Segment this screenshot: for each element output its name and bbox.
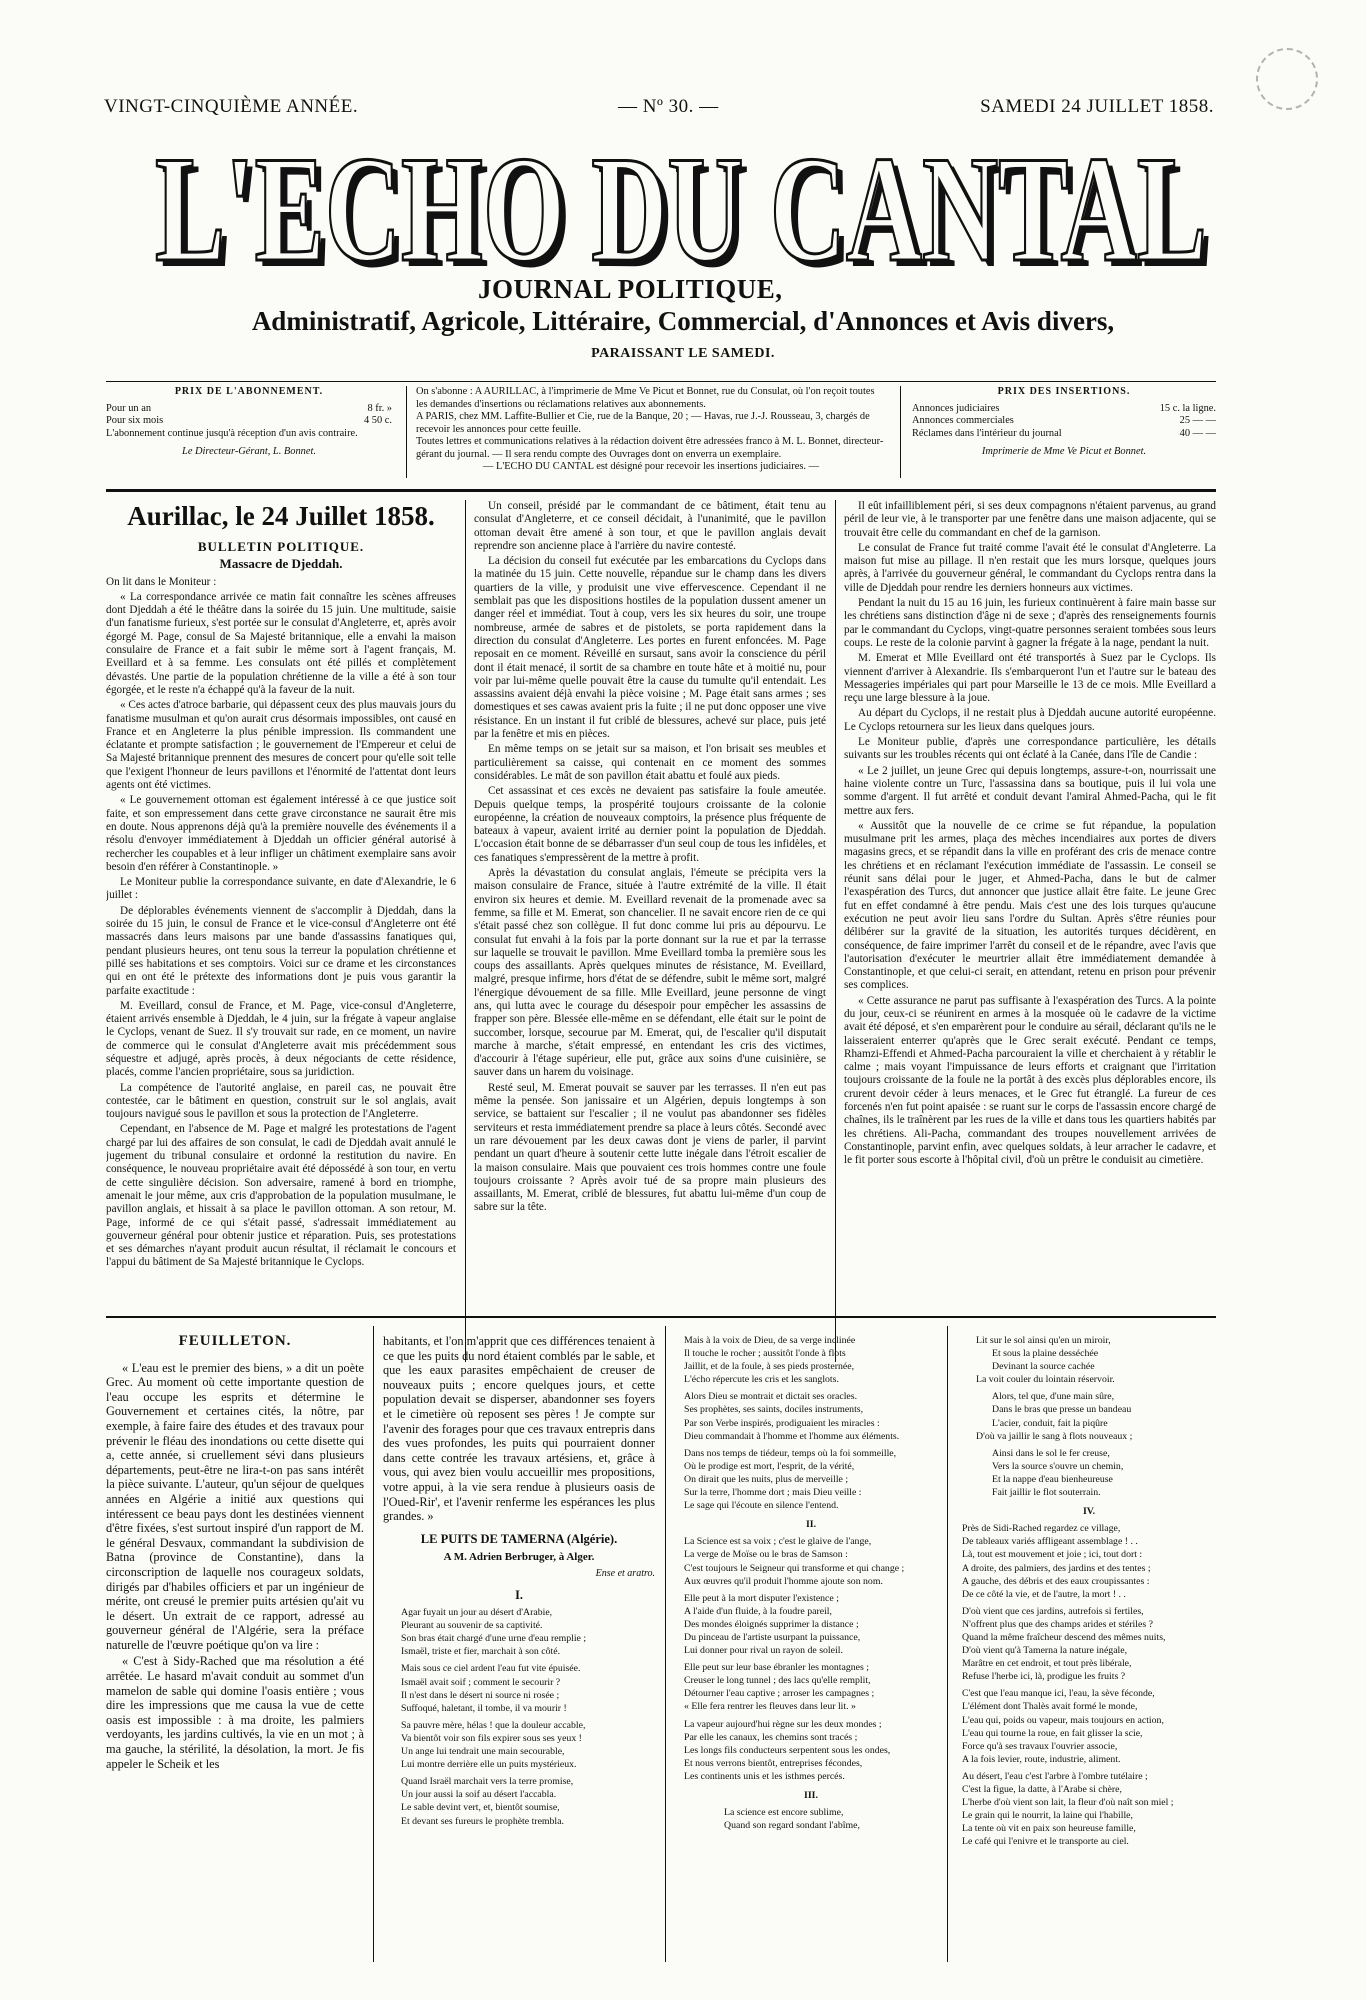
article-column-2: Un conseil, présidé par le commandant de ce bâtiment, était tenu au consulat d'Angleterre, et ce conseil décidait, à l'unanimité, que le pavillon ottoman devait être amené à son tour, et que le pavillon anglais devait reprendre son ancienne place à l'arrière du navire contesté. La décision du conseil fut exécutée par les embarcations du Cyclops dans la matinée du 15 juin. Cette nouvelle, répandue sur le champ dans les divers quartiers de la ville, y produisit une vive effervescence. Cependant il ne semblait pas que les dispositions hostiles de la population dussent amener un danger réel et immédiat. Tout à coup, vers les six heures du soir, une troupe nombreuse, armée de sabres et de pistolets, se porta rapidement dans la direction du consulat d'Angleterre. Les portes en furent enfoncées. M. Page reposait en ce moment. Réveillé en sursaut, sans avoir la conscience du péril dont il était menacé, il sortit de sa chambre en toute hâte et à moitié nu, pour voir par lui-même quelle pouvait être la cause du tumulte qu'il entendait. Les assassins avaient déjà envahi la pièce voisine ; M. Page était sans armes ; ses domestiques et ses cawas avaient pris la fuite ; il ne put donc opposer une vive résistance. En un instant il fut criblé de blessures, achevé sur place, puis jeté par la fenêtre et mis en pièces. En même temps on se jetait sur sa maison, et l'on brisait ses meubles et particulièrement sa caisse, qui contenait en ce moment des sommes considérables. Le mât de son pavillon était abattu et foulé aux pieds. Cet assassinat et ces excès ne devaient pas satisfaire la foule ameutée. Depuis quelque temps, la prospérité toujours croissante de la colonie européenne, la création de nouveaux comptoirs, la présence plus fréquente de bateaux à vapeur, avaient irrité au dernier point la population de Djeddah. L'occasion était bonne de se débarrasser d'un seul coup de tous les infidèles, et ces fanatiques s'empressèrent de la mettre à profit. Après la dévastation du consulat anglais, l'émeute se précipita vers la maison consulaire de France, située à l'autre extrémité de la ville. Il était environ six heures et demie. M. Eveillard revenait de la promenade avec sa femme, sa fille et M. Emerat, son chancelier. Il ne savait encore rien de ce qui s'était passé chez son collègue. Il fut donc comme lui pris au dépourvu. Le consulat fut envahi à la fois par la porte donnant sur la rue et par la terrasse sur laquelle se trouvait le pavillon. Mme Eveillard tomba la première sous les coups des assaillants. Après quelques minutes de résistance, M. Eveillard, malgré, presque infirme, hors d'état de se défendre, subit le même sort, malgré l'énergique dévouement de sa fille. Mlle Eveillard, jeune personne de vingt ans, qui lutta avec le courage du désespoir pour empêcher les assassins de frapper son père. Blessée elle-même en se défendant, elle était sur le point de succomber, lorsque, secourue par M. Emerat, qui, de l'escalier qu'il disputait marche à marche, s'était empressé, en entendant les cris des victimes, d'accourir à l'étage supérieur, elle put, grâce aux soins d'une cuisinière, se sauver dans un harem du voisinage. Resté seul, M. Emerat pouvait se sauver par les terrasses. Il n'en eut pas même la pensée. Son janissaire et un Algérien, depuis longtemps à son service, se battaient sur l'escalier ; il ne voulut pas abandonner ses fidèles serviteurs et resta immédiatement prendre sa place à leurs côtés. Secondé avec un rare dévouement par les deux cawas dont je viens de parler, il parvint pendant un quart d'heure à soutenir cette lutte inégale dans l'étroit escalier de la maison consulaire. Mais que pouvaient ces trois hommes contre une foule toujours croissante ? Après avoir tué de sa propre main plusieurs des assaillants, M. Emerat, criblé de blessures, fut abattu lui-même d'un coup de sabre sur la tête. (474, 500, 826, 1214)
printer-credit: Imprimerie de Mme Ve Picut et Bonnet. (981, 446, 1147, 457)
issue-number: — Nº 30. — (618, 96, 719, 117)
column-divider-1 (465, 500, 466, 1362)
price-row-half-year: Pour six mois 4 50 c. (106, 415, 392, 426)
journal-description: Administratif, Agricole, Littéraire, Commercial, d'Annonces et Avis divers, (251, 306, 1115, 336)
feuilleton-column-1: FEUILLETON. « L'eau est le premier des biens, » a dit un poète Grec. Au moment où cette importante question de l'eau occupe les esprits et détermine le Gouvernement et certaines cités, la nôtre, par exemple, à faire faire des études et des travaux pour prévenir le fléau des inondations ou cette disette qui a, cette année, si cruellement sévi dans plusieurs départements, peut-être ne lira-t-on pas sans intérêt la pièce suivante. L'auteur, qu'un séjour de quelques années en Algérie a initié aux questions qui intéressent ce beau pays dont les destinées viennent d'être fixées, s'est surtout inspiré d'un rapport de M. le général Desvaux, commandant la subdivision de Batna (province de Constantine), dans la circonscription de laquelle nos courageux soldats, dirigés par d'habiles officiers et par un ingénieur de mérite, ont creusé le premier puits artésien qu'ait vu le désert. Un extrait de ce rapport, adressé au gouverneur général de l'Algérie, sera la préface naturelle de l'œuvre poétique qu'on va lire : « C'est à Sidy-Rached que ma résolution a été arrêtée. Le hasard m'avait conduit au sommet d'un mamelon de sable qui domine l'oasis entière ; vous dire les impressions que me causa la vue de cette oasis est impossible : à ma droite, les palmiers verdoyants, les jardins cultivés, la vie en un mot ; à ma gauche, la stérilité, la désolation, la mort. Je fis appeler le Scheik et les (106, 1334, 364, 1771)
feuilleton-divider-3 (947, 1326, 948, 1962)
header-topline (104, 96, 1214, 118)
subscription-note: L'abonnement continue jusqu'à réception d'un avis contraire. (106, 427, 358, 439)
article-column-3: Il eût infailliblement péri, si ses deux compagnons n'étaient parvenus, au grand péril de leur vie, à le transporter par une fenêtre dans une maison adjacente, qui se trouvait être celle du commandant en chef de la garnison. Le consulat de France fut traité comme l'avait été le consulat d'Angleterre. La maison fut mise au pillage. Il n'en restait que les murs lorsque, quelques jours après, à l'arrivée du gouverneur général, le commandant du Cyclops rentra dans la ville de Djeddah pour rendre les derniers honneurs aux victimes. Pendant la nuit du 15 au 16 juin, les furieux continuèrent à faire main basse sur les chrétiens sans distinction d'âge ni de sexe ; d'après des renseignements fournis par le commandant du Cyclops, vingt-quatre personnes seraient tombées sous leurs coups. Le reste de la colonie parvint à gagner la frégate à la nage, pendant la nuit. M. Emerat et Mlle Eveillard ont été transportés à Suez par le Cyclops. Ils viennent d'arriver à Alexandrie. Ils s'embarqueront l'un et l'autre sur le bateau des Messageries impériales qui part pour Marseille le 13 de ce mois. Mlle Eveillard a reçu une large blessure à la joue. Au départ du Cyclops, il ne restait plus à Djeddah aucune autorité européenne. Le Cyclops retournera sur les lieux dans quelques jours. Le Moniteur publie, d'après une correspondance particulière, les détails suivants sur les troubles récents qui ont éclaté à la Canée, dans l'île de Candie : « Le 2 juillet, un jeune Grec qui depuis longtemps, assure-t-on, nourrissait une haine violente contre un Turc, l'assassina dans sa boutique, puis il lui vola une somme d'argent. Il fut arrêté et conduit devant l'amiral Ahmed-Pacha, qui le fit mettre aux fers. « Aussitôt que la nouvelle de ce crime se fut répandue, la population musulmane prit les armes, plaça des mèches incendiaires aux portes de divers magasins grecs, et se répandit dans la ville en proférant des cris de menace contre les chrétiens et en réclamant l'exécution immédiate de l'assassin. Le conseil se réunit sans délai pour le juger, et Ahmed-Pacha, dans le but de calmer l'exaspération des Turcs, dut annoncer que justice allait être faite. Le jeune Grec fut en effet condamné à être pendu. Mais c'est une des lois turques qu'aucune exécution ne peut avoir lieu sans l'ordre du Sultan. Après s'être réunies pour délibérer sur la gravité de la situation, les autorités turques décidèrent, en conséquence, de faire imprimer l'arrêt du conseil et de le répandre, avec l'avis que l'autorisation d'exécuter le meurtrier allait être immédiatement demandée à Constantinople, et que celui-ci serait, en attendant, retenu en prison pour prévenir ses complices. « Cette assurance ne parut pas suffisante à l'exaspération des Turcs. A la pointe du jour, ceux-ci se réunirent en armes à la mosquée où le cadavre de la victime avait été déposé, et s'en emparèrent pour le conduire au sérail, déclarant qu'ils ne le laisseraient enterrer qu'après que le Grec serait exécuté. Pendant ce temps, Rhamzi-Effendi et Ahmed-Pacha parcouraient la ville et cherchaient à y rétablir le calme ; mais voyant l'impuissance de leurs efforts et craignant que l'irritation toujours croissante de la foule ne la portât à des excès plus déplorables encore, ils crurent devoir céder à leurs menaces, et le Grec fut étranglé. La fureur de ces forcenés n'en fut point apaisée : se ruant sur le corps de l'assassin encore chargé de chaînes, ils le traînèrent par les rues de la ville et dans tous les quartiers habités par les chrétiens. Ali-Pacha, commandant des troupes nouvellement arrivées de Constantinople, parvint enfin, avec quelques soldats, à leur arracher le cadavre, et le fit porter sous escorte à l'hôpital civil, d'où un prêtre le conduisit au cimetière. (844, 500, 1216, 1167)
bulletin-heading: BULLETIN POLITIQUE. (197, 539, 365, 554)
feuilleton-rule (106, 1316, 1216, 1318)
poem-title: LE PUITS DE TAMERNA (Algérie). (420, 1531, 618, 1546)
publisher-info: On s'abonne : A AURILLAC, à l'imprimerie de Mme Ve Picut et Bonnet, rue du Consulat, où l'on reçoit toutes les demandes d'insertions ou réclamations relatives aux abonnements. A PARIS, chez MM. Laffite-Bullier et Cie, rue de la Banque, 20 ; — Havas, rue J.-J. Rousseau, 3, chargés de recevoir les annonces pour cette feuille. Toutes lettres et communications relatives à la rédaction doivent être adressées franco à M. L. Bonnet, directeur-gérant du journal. — Il sera rendu compte des Ouvrages dont on enverra un exemplaire. — L'ECHO DU CANTAL est désigné pour recevoir les insertions judiciaires. — (416, 386, 884, 472)
feuilleton-column-2: habitants, et l'on m'apprit que ces différences tenaient à ce que les puits du nord étaient comblés par le sable, et que les eaux parasites empêchaient de creuser de nouveaux puits ; encore quelques jours, et cette population devait se disperser, abandonner ses foyers et le cimetière où reposent ses pères ! Je compte sur l'avenir des forages pour que ces travaux entrepris dans des vues profondes, les puits qui pourraient donner dans cette contrée les travaux artésiens, et, grâce à vous, qui avez bien voulu accueillir mes propositions, votre appui, à la vie sera rendue à plusieurs oasis de l'Oued-Rir', et l'avenir renferme les espérances les plus grandes. » LE PUITS DE TAMERNA (Algérie). A M. Adrien Berbruger, à Alger. Ense et aratro. I. Agar fuyait un jour au désert d'Arabie, Pleurant au souvenir de sa captivité. Son bras était chargé d'une urne d'eau remplie ; Ismaël, triste et fier, marchait à son côté. Mais sous ce ciel ardent l'eau fut vite épuisée. Ismaël avait soif ; comment le secourir ? Il n'est dans le désert ni source ni rosée ; Suffoqué, haletant, il tombe, il va mourir ! Sa pauvre mère, hélas ! que la douleur accable, Va bientôt voir son fils expirer sous ses yeux ! Un ange lui tendrait une main secourable, Lui montre derrière elle un puits mystérieux. Quand Israël marchait vers la terre promise, Un jour aussi la soif au désert l'accabla. Le sable devint vert, et, bientôt soumise, Et devant ses fureurs le prophète trembla. (383, 1334, 655, 1827)
article-headline: Massacre de Djeddah. (219, 556, 343, 572)
postal-stamp (1256, 48, 1318, 110)
director-signature: Le Directeur-Gérant, L. Bonnet. (182, 446, 316, 457)
poem-dedication: A M. Adrien Berbruger, à Alger. (443, 1551, 595, 1564)
info-divider-2 (900, 386, 901, 478)
feuilleton-column-4: Lit sur le sol ainsi qu'en un miroir, Et sous la plaine desséchée Devinant la source cachée La voit couler du lointain réservoir. Alors, tel que, d'une main sûre, Dans le bras que presse un bandeau L'acier, conduit, fait la piqûre D'où va jaillir le sang à flots nouveaux ; Ainsi dans le sol le fer creuse, Vers la source s'ouvre un chemin, Et la nappe d'eau bienheureuse Fait jaillir le flot souterrain. IV. Près de Sidi-Rached regardez ce village, De tableaux variés affligeant assemblage ! . . Là, tout est mouvement et joie ; ici, tout dort : A droite, des palmiers, des jardins et des tentes ; A gauche, des débris et des eaux croupissantes : De ce côté la vie, et de l'autre, la mort ! . . D'où vient que ces jardins, autrefois si fertiles, N'offrent plus que des champs arides et stériles ? Quand la même fraîcheur descend des mêmes nuits, D'où vient qu'à Tamerna la nature inégale, Marâtre en cet endroit, et tout près libérale, Refuse l'herbe ici, là, prodigue les fruits ? C'est que l'eau manque ici, l'eau, la sève féconde, L'élément dont Thalès avait formé le monde, L'eau qui, poids ou vapeur, mais toujours en action, L'eau qui tourne la roue, en fait glisser la scie, Force qu'à ses travaux l'ouvrier associe, A la fois levier, route, industrie, aliment. Au désert, l'eau c'est l'arbre à l'ombre tutélaire ; C'est la figue, la datte, à l'Arabe si chère, L'herbe d'où vient son lait, la fleur d'où naît son miel ; Le grain qui le nourrit, la laine qui l'habille, La tente où vit en paix son heureuse famille, Le café qui l'enivre et le transporte au ciel. (962, 1335, 1174, 1848)
publication-frequency: PARAISSANT LE SAMEDI. (591, 346, 775, 361)
header-rule-top (106, 381, 1216, 382)
column-divider-2 (835, 500, 836, 1362)
subscription-box (106, 386, 1216, 478)
issue-date: SAMEDI 24 JUILLET 1858. (980, 96, 1214, 117)
price-row-year: Pour un an 8 fr. » (106, 402, 392, 414)
poem-part-1: Agar fuyait un jour au désert d'Arabie, Pleurant au souvenir de sa captivité. Son bras était chargé d'une urne d'eau remplie ; Ismaël, triste et fier, marchait à son côté. Mais sous ce ciel ardent l'eau fut vite épuisée. Ismaël avait soif ; comment le secourir ? Il n'est dans le désert ni source ni rosée ; Suffoqué, haletant, il tombe, il va mourir ! Sa pauvre mère, hélas ! que la douleur accable, Va bientôt voir son fils expirer sous ses yeux ! Un ange lui tendrait une main secourable, Lui montre derrière elle un puits mystérieux. Quand Israël marchait vers la terre promise, Un jour aussi la soif au désert l'accabla. Le sable devint vert, et, bientôt soumise, Et devant ses fureurs le prophète trembla. (401, 1607, 587, 1827)
journal-subtitle: JOURNAL POLITIQUE, (478, 274, 783, 304)
article-dateline: Aurillac, le 24 Juillet 1858. (127, 501, 435, 531)
feuilleton-title: FEUILLETON. (178, 1334, 292, 1349)
masthead-title: L'ECHO DU CANTAL (155, 126, 1207, 286)
subscription-prices: PRIX DE L'ABONNEMENT. Pour un an 8 fr. » Pour six mois 4 50 c. L'abonnement continue jusqu'à réception d'un avis contraire. Le Directeur-Gérant, L. Bonnet. (106, 386, 392, 457)
masthead-shadow: L'ECHO DU CANTAL (161, 131, 1213, 286)
poem-epigraph: Ense et aratro. (595, 1567, 655, 1579)
header-rule-bottom (106, 489, 1216, 492)
article-column-1: Aurillac, le 24 Juillet 1858. BULLETIN POLITIQUE. Massacre de Djeddah. On lit dans le Moniteur : « La correspondance arrivée ce matin fait connaître les scènes affreuses dont Djeddah a été le théâtre dans la soirée du 15 juin. Une multitude, saisie d'un fanatisme furieux, s'est portée sur le consulat d'Angleterre, et, après avoir égorgé M. Page, consul de Sa Majesté britannique, elle a envahi la maison consulaire de France et a fait subir le même sort à l'agent français, M. Eveillard et à sa femme. Les consulats ont été pillés et complètement dévastés. Une partie de la population chrétienne de la ville a été à son tour égorgée, et le reste n'a échappé qu'à la faveur de la nuit. « Ces actes d'atroce barbarie, qui dépassent ceux des plus mauvais jours du fanatisme musulman et qu'on aurait crus désormais impossibles, ont causé en France et en Angleterre la plus pénible impression. Ils commandent une éclatante et prompte satisfaction ; le gouvernement de l'Empereur et celui de Sa Majesté britannique prennent des mesures de concert pour qu'elle soit telle que l'exigent l'honneur de leurs pavillons et l'énormité de l'attentat dont leurs agents ont été victimes. « Le gouvernement ottoman est également intéressé à ce que justice soit faite, et son empressement dans cette grave circonstance ne saurait être mis en doute. Nous apprenons déjà qu'à la première nouvelle des événements il a résolu d'envoyer immédiatement à Djeddah un officier général autorisé à rechercher les coupables et à leur infliger un châtiment exemplaire sans avoir besoin d'en référer à Constantinople. » Le Moniteur publie la correspondance suivante, en date d'Alexandrie, le 6 juillet : De déplorables événements viennent de s'accomplir à Djeddah, dans la soirée du 15 juin, le consul de France et le vice-consul d'Angleterre ont été massacrés dans leurs maisons par une bande d'assassins fanatiques qui, pendant plusieurs heures, ont tenu sous la terreur la population chrétienne et pillé ses habitations et ses comptoirs. Voici sur ce drame et les circonstances qui en ont été le prétexte des informations dont je puis vous garantir la parfaite exactitude : M. Eveillard, consul de France, et M. Page, vice-consul d'Angleterre, étaient arrivés ensemble à Djeddah, le 4 juin, sur la frégate à vapeur anglaise le Cyclops, venant de Suez. Il s'y trouvait sur rade, en ce moment, un navire de commerce qui le consulat d'Angleterre avait mis précédemment sous séquestre et adjugé, après procès, à deux négociants de cette résidence, placés, comme l'ancien propriétaire, sous sa juridiction. La compétence de l'autorité anglaise, en pareil cas, ne pouvait être contestée, car le bâtiment en question, construit sur le sol anglais, avait toujours navigué sous le pavillon et sous la protection de l'Angleterre. Cependant, en l'absence de M. Page et malgré les protestations de l'agent chargé par lui des affaires de son consulat, le cadi de Djeddah avait annulé le jugement du tribunal consulaire et ordonné la restitution du navire. En conséquence, le nouveau propriétaire avait été dépossédé à son tour, en vertu de cette singulière décision. Son adversaire, ramené à bord en triomphe, amenait le jour même, aux cris d'approbation de la population musulmane, le pavillon anglais, et hissait à sa place le pavillon ottoman. A son retour, M. Page, informé de ce qui s'était passé, s'adressait immédiatement au gouverneur général pour obtenir justice et réparation. Puis, ses protestations et ses démarches n'ayant produit aucun résultat, il réclamait le concours et l'appui du bâtiment de Sa Majesté britannique le Cyclops. (106, 501, 456, 1269)
masthead (140, 126, 1222, 286)
feuilleton-divider-1 (373, 1326, 374, 1962)
year-label: VINGT-CINQUIÈME ANNÉE. (104, 96, 359, 117)
insertion-prices: PRIX DES INSERTIONS. Annonces judiciaires 15 c. la ligne. Annonces commerciales 25 — — Réclames dans l'intérieur du journal 40 — — Imprimerie de Mme Ve Picut et Bonnet. (912, 386, 1216, 457)
feuilleton-divider-2 (665, 1326, 666, 1962)
feuilleton-column-3: Mais à la voix de Dieu, de sa verge inclinée Il touche le rocher ; aussitôt l'onde à flots Jaillit, et de la foule, à ses pieds prosternée, L'écho répercute les cris et les sanglots. Alors Dieu se montrait et dictait ses oracles. Ses prophètes, ses saints, dociles instruments, Par son Verbe inspirés, prodiguaient les miracles : Dieu commandait à l'homme et l'homme aux éléments. Dans nos temps de tiédeur, temps où la foi sommeille, Où le prodige est mort, l'esprit, de la vérité, On dirait que les nuits, plus de merveille ; Sur la terre, l'homme dort ; mais Dieu veille : Le sage qui l'écoute en silence l'entend. II. La Science est sa voix ; c'est le glaive de l'ange, La verge de Moïse ou le bras de Samson : C'est toujours le Seigneur qui transforme et qui change ; Aux œuvres qu'il produit l'homme ajoute son nom. Elle peut à la mort disputer l'existence ; A l'aide d'un fluide, à la foudre pareil, Des mondes éloignés supprimer la distance ; Du pinceau de l'artiste usurpant la puissance, Lui donner pour rival un rayon de soleil. Elle peut sur leur base ébranler les montagnes ; Creuser le long tunnel ; des lacs qu'elle remplit, Détourner l'eau captive ; arroser les campagnes ; « Elle fera rentrer les fleuves dans leur lit. » La vapeur aujourd'hui règne sur les deux mondes ; Par elle les canaux, les chemins sont tracés ; Les longs fils conducteurs serpentent sous les ondes, Et nous verrons bientôt, entreprises fécondes, Les continents unis et les isthmes percés. III. La science est encore sublime, Quand son regard sondant l'abîme, (684, 1335, 905, 1832)
info-divider-1 (406, 386, 407, 478)
